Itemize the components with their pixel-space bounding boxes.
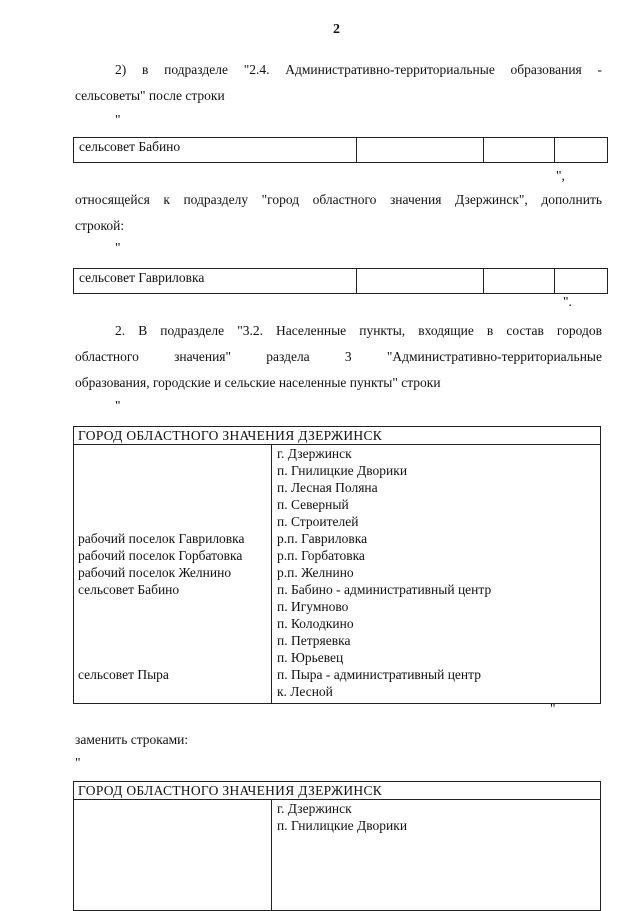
- item3-word: областного: [75, 349, 139, 364]
- unit-name-cell: рабочий поселок Гавриловка: [78, 531, 245, 546]
- row1-cell: [357, 138, 484, 163]
- item2-line2: сельсоветы" после строки: [75, 88, 225, 103]
- table-row: [74, 817, 600, 834]
- settlement-cell: к. Лесной: [277, 684, 333, 699]
- table-row: [74, 564, 600, 581]
- quote-open-4: ": [75, 755, 81, 770]
- row2-cell: [484, 269, 555, 294]
- quote-open-2: ": [115, 240, 121, 255]
- table-row: [74, 581, 600, 598]
- table-row: [74, 513, 600, 530]
- item3-line3: образования, городские и сельские населенные пункты" строки: [75, 375, 441, 390]
- unit-name-cell: сельсовет Пыра: [78, 667, 169, 682]
- settlement-cell: п. Бабино - административный центр: [277, 582, 492, 597]
- table-row: [74, 800, 600, 817]
- settlement-cell: г. Дзержинск: [277, 446, 352, 461]
- row1-cell: [555, 138, 608, 163]
- table-row: [74, 615, 600, 632]
- table-row: [74, 462, 600, 479]
- settlement-cell: р.п. Горбатовка: [277, 548, 365, 563]
- relates-line2: строкой:: [75, 218, 125, 233]
- settlement-cell: п. Лесная Поляна: [277, 480, 378, 495]
- page-number: 2: [333, 22, 340, 37]
- settlement-cell: п. Строителей: [277, 514, 359, 529]
- settlement-cell: р.п. Желнино: [277, 565, 354, 580]
- quote-close-3: ": [550, 701, 556, 716]
- unit-name-cell: рабочий поселок Желнино: [78, 565, 232, 580]
- quote-open-1: ": [115, 112, 121, 127]
- quote-close-2: ".: [563, 294, 572, 309]
- table-row: [74, 445, 600, 462]
- table-row: [74, 683, 600, 700]
- row-table-babino: [73, 137, 608, 163]
- settlement-cell: п. Северный: [277, 497, 349, 512]
- table-header: ГОРОД ОБЛАСТНОГО ЗНАЧЕНИЯ ДЗЕРЖИНСК: [74, 782, 600, 800]
- quote-open-3: ": [115, 398, 121, 413]
- table-row: [74, 632, 600, 649]
- unit-name-cell: сельсовет Бабино: [78, 582, 180, 597]
- table-header: ГОРОД ОБЛАСТНОГО ЗНАЧЕНИЯ ДЗЕРЖИНСК: [74, 427, 600, 445]
- table-row: [74, 666, 600, 683]
- item3-word: "Административно-территориальные: [386, 349, 602, 364]
- row-table-gavrilovka: [73, 268, 608, 294]
- row2-name: сельсовет Гавриловка: [74, 269, 357, 294]
- settlement-cell: г. Дзержинск: [277, 801, 352, 816]
- table-row: [74, 547, 600, 564]
- row2-cell: [357, 269, 484, 294]
- item3-word: 3: [344, 349, 352, 364]
- row1-name: сельсовет Бабино: [74, 138, 357, 163]
- item3-line1: 2. В подразделе "3.2. Населенные пункты, входящие в состав городов: [115, 323, 602, 338]
- item3-word: раздела: [266, 349, 310, 364]
- table-row: [74, 649, 600, 666]
- settlement-cell: р.п. Гавриловка: [277, 531, 368, 546]
- settlement-cell: п. Юрьевец: [277, 650, 344, 665]
- settlement-cell: п. Петряевка: [277, 633, 351, 648]
- unit-name-cell: рабочий поселок Горбатовка: [78, 548, 243, 563]
- table-row: [74, 479, 600, 496]
- replace-with-text: заменить строками:: [75, 732, 189, 747]
- quote-close-1: ",: [556, 168, 565, 183]
- settlement-cell: п. Колодкино: [277, 616, 354, 631]
- relates-line1: относящейся к подразделу "город областного значения Дзержинск", дополнить: [75, 192, 602, 207]
- settlement-cell: п. Гнилицкие Дворики: [277, 463, 408, 478]
- row2-cell: [555, 269, 608, 294]
- settlement-cell: п. Гнилицкие Дворики: [277, 818, 408, 833]
- table-row: [74, 598, 600, 615]
- settlements-table-new: [73, 781, 601, 911]
- item3-line2: [75, 349, 602, 365]
- item3-word: значения": [174, 349, 232, 364]
- table-row: [74, 496, 600, 513]
- item2-line1: 2) в подразделе "2.4. Административно-территориальные образования -: [115, 62, 602, 77]
- settlement-cell: п. Пыра - административный центр: [277, 667, 481, 682]
- row1-cell: [484, 138, 555, 163]
- table-row: [74, 530, 600, 547]
- settlement-cell: п. Игумново: [277, 599, 349, 614]
- settlements-table-old: [73, 426, 601, 704]
